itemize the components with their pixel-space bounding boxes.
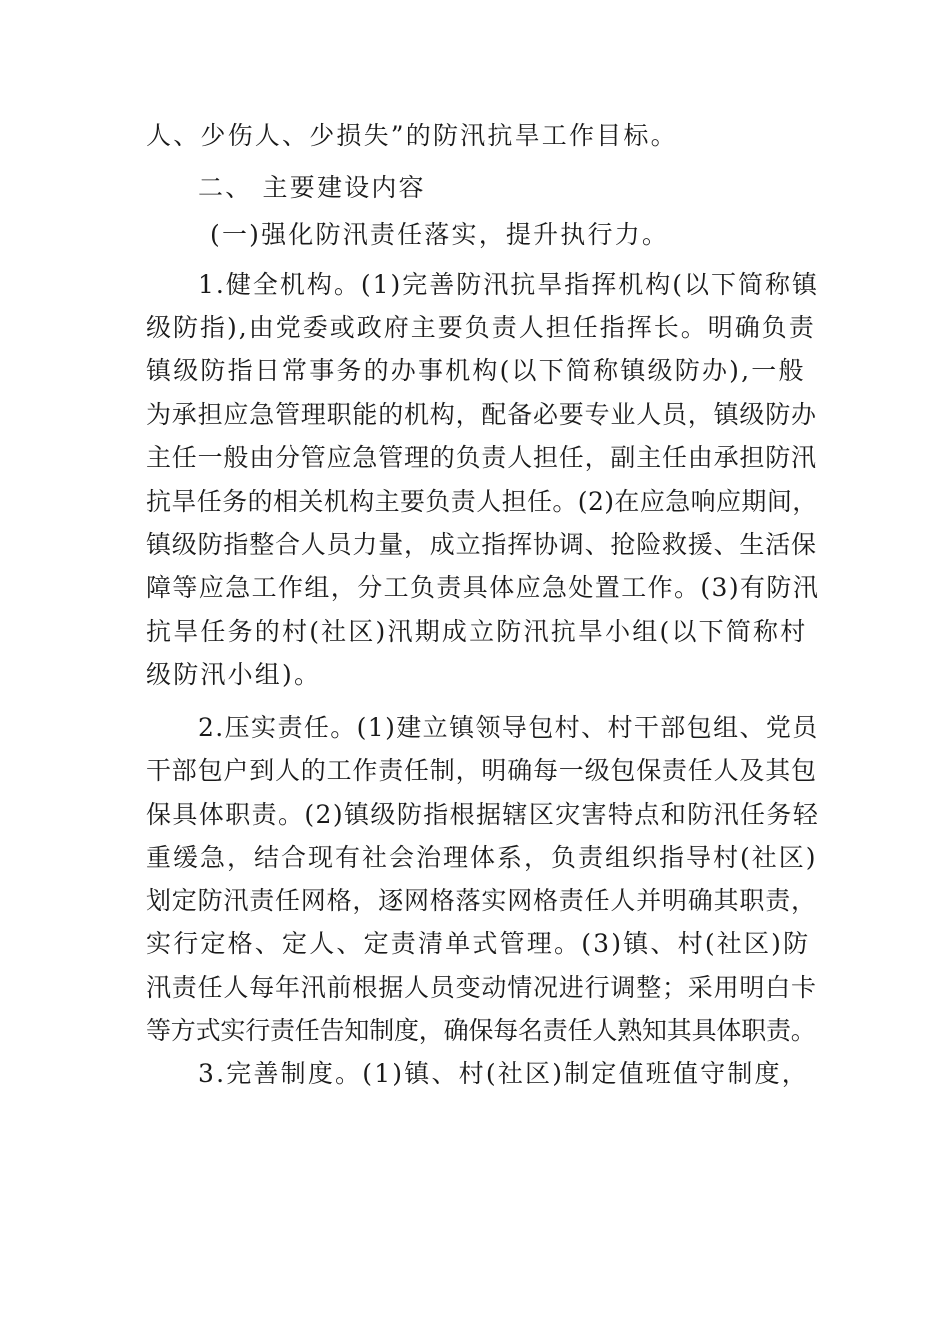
paragraph-line: 镇级防指日常事务的办事机构(以下简称镇级防办),一般 [146, 356, 806, 385]
paragraph-line: 为承担应急管理职能的机构，配备必要专业人员，镇级防办 [146, 400, 817, 429]
paragraph-line: 干部包户到人的工作责任制，明确每一级包保责任人及其包 [146, 756, 817, 785]
paragraph-line: 级防汛小组)。 [146, 660, 322, 689]
paragraph-line: 抗旱任务的相关机构主要负责人担任。(2)在应急响应期间， [146, 487, 818, 516]
paragraph-line: 障等应急工作组，分工负责具体应急处置工作。(3)有防汛 [146, 573, 820, 602]
paragraph-line: 主任一般由分管应急管理的负责人担任，副主任由承担防汛 [146, 443, 817, 472]
paragraph-line: 镇级防指整合人员力量，成立指挥协调、抢险救援、生活保 [146, 530, 817, 559]
text-line: 人、少伤人、少损失”的防汛抗旱工作目标。 [146, 121, 678, 150]
paragraph-line: 等方式实行责任告知制度，确保每名责任人熟知其具体职责。 [146, 1016, 816, 1045]
subsection-heading: (一)强化防汛责任落实，提升执行力。 [210, 220, 670, 249]
paragraph-line: 汛责任人每年汛前根据人员变动情况进行调整；采用明白卡 [146, 973, 817, 1002]
paragraph-line: 保具体职责。(2)镇级防指根据辖区灾害特点和防汛任务轻 [146, 800, 820, 829]
paragraph-line: 实行定格、定人、定责清单式管理。(3)镇、村(社区)防 [146, 929, 811, 958]
paragraph-line: 抗旱任务的村(社区)汛期成立防汛抗旱小组(以下简称村 [146, 617, 808, 646]
paragraph-line: 级防指),由党委或政府主要负责人担任指挥长。明确负责 [146, 313, 816, 342]
paragraph-line: 2.压实责任。(1)建立镇领导包村、村干部包组、党员 [198, 713, 819, 742]
paragraph-line: 划定防汛责任网格，逐网格落实网格责任人并明确其职责， [146, 886, 817, 915]
paragraph-line: 3.完善制度。(1)镇、村(社区)制定值班值守制度， [198, 1059, 809, 1088]
paragraph-line: 1.健全机构。(1)完善防汛抗旱指挥机构(以下简称镇 [198, 270, 820, 299]
section-heading: 二、 主要建设内容 [198, 173, 426, 202]
paragraph-line: 重缓急，结合现有社会治理体系，负责组织指导村(社区) [146, 843, 818, 872]
